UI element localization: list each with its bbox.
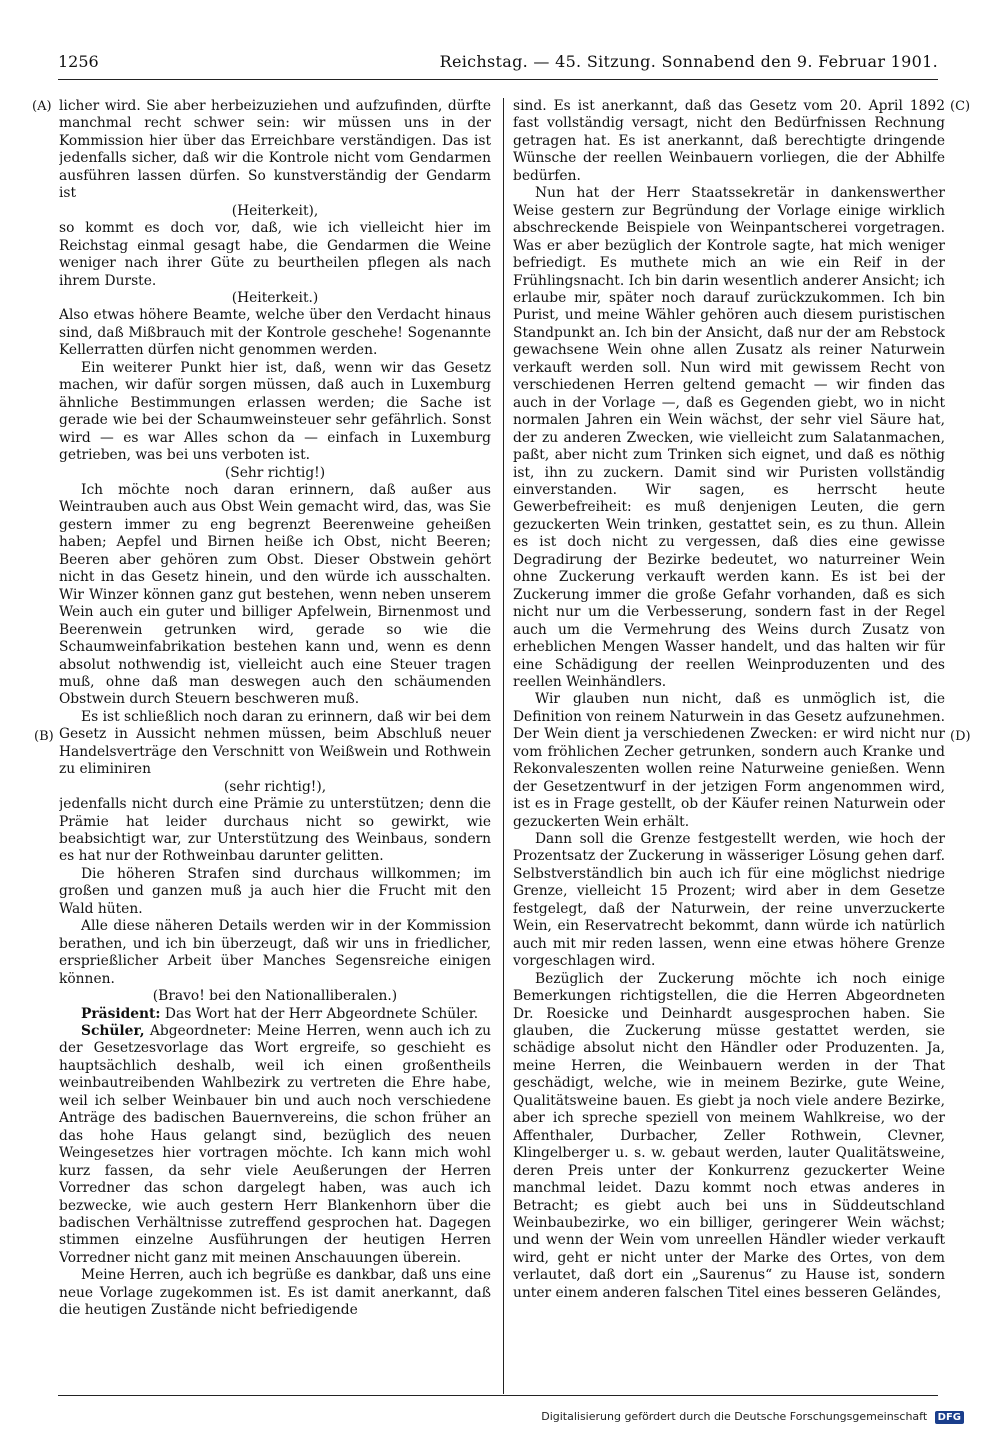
page-header <box>58 50 938 78</box>
margin-mark-a: (A) <box>32 99 52 114</box>
paragraph: Ich möchte noch daran erinnern, daß außer aus Weintrauben auch aus Obst Wein gemacht wird, das, was Sie gestern immer zu eng begrenzt Beerenweine geheißen haben; Aepfel und Birnen heiße ich Obst, nicht Beeren; Beeren aber gehören zum Obst. Dieser Obstwein gehört nicht in das Gesetz hinein, und den würde ich ausschalten. Wir Winzer können ganz gut bestehen, wenn neben unserem Wein auch ein guter und billiger Apfelwein, Birnenmost und Beerenwein getrunken wird, gerade so wie die Schaumweinfabrikation bestehen kann und, wenn es denn absolut nothwendig ist, vielleicht auch eine Steuer tragen muß, ohne daß man deswegen auch den schäumenden Obstwein durch Steuern beschweren muß. <box>59 481 491 708</box>
margin-mark-c: (C) <box>950 99 971 114</box>
credit-text: Digitalisierung gefördert durch die Deutsche Forschungsgemeinschaft <box>541 1410 928 1423</box>
paragraph: Dann soll die Grenze festgestellt werden, wie hoch der Prozentsatz der Zuckerung in wässeriger Lösung gehen darf. Selbstverständlich bin auch ich für eine möglichst niedrige Grenze, vielleicht 15 Prozent; wird aber in dem Gesetze festgelegt, daß der Naturwein, der reine unverzuckerte Wein, ein Reservatrecht bekommt, dann würde ich natürlich auch mit mir reden lassen, wenn eine etwas höhere Grenze vorgeschlagen wird. <box>513 831 945 970</box>
paragraph: Bezüglich der Zuckerung möchte ich noch einige Bemerkungen richtigstellen, die die Herren Abgeordneten Dr. Roesicke und Deinhardt ausgesprochen haben. Sie glauben, die Zuckerung müsse gestattet werden, sie schädige absolut nicht den Händler oder Produzenten. Ja, meine Herren, die Weinbauern werden in der That geschädigt, welche, wie in meinem Bezirke, gute Weine, Qualitätsweine bauen. Es giebt ja noch viele andere Bezirke, aber ich spreche speziell von meinem Wahlkreise, wo der Affenthaler, Durbacher, Zeller Rothwein, Clevner, Klingelberger u. s. w. gebaut werden, lauter Qualitätsweine, deren Preis unter der Konkurrenz gezuckerter Weine manchmal leidet. Dazu kommt noch etwas anderes in Betracht; es giebt auch bei uns in Süddeutschland Weinbaubezirke, wo ein billiger, geringerer Wein wächst; und wenn der Wein vom unreellen Händler wieder verkauft wird, geht er nicht unter der Marke des Ortes, von dem verlautet, daß dort ein „Saurenus“ zu Hause ist, sondern unter einem anderen falschen Titel eines besseren Geländes, <box>513 970 945 1301</box>
paragraph: Ein weiterer Punkt hier ist, daß, wenn wir das Gesetz machen, wir dafür sorgen müssen, daß auch in Luxemburg ähnliche Bestimmungen erlassen werden; die Sache ist gerade wie bei der Schaumweinsteuer sehr gefährlich. Sonst wird — es war Alles schon da — einfach in Luxemburg getrieben, was bei uns verboten ist. <box>59 359 491 464</box>
paragraph: licher wird. Sie aber herbeizuziehen und aufzufinden, dürfte manchmal recht schwer sein: wir müssen uns in der Kommission hier über das Erreichbare verständigen. Das ist jedenfalls sicher, daß wir die Kontrole nicht vom Gendarmen ausführen lassen dürfen. So kunstverständig der Gendarm ist <box>59 98 491 202</box>
paragraph: Wir glauben nun nicht, daß es unmöglich ist, die Definition von reinem Naturwein in das Gesetz aufzunehmen. Der Wein dient ja verschiedenen Zwecken: er wird nicht nur vom fröhlichen Zecher getrunken, sondern auch Kranke und Rekonvaleszenten wollen reine Naturweine genießen. Wenn der Gesetzentwurf in der jetzigen Form angenommen wird, ist es in Frage gestellt, ob der Käufer reinen Naturwein oder gezuckerten Wein erhält. <box>513 691 945 830</box>
speaker-paragraph <box>59 1023 491 1267</box>
interjection: (Heiterkeit), <box>231 202 319 219</box>
left-column <box>59 98 491 1394</box>
paragraph: Alle diese näheren Details werden wir in der Kommission berathen, und ich bin überzeugt, daß wir uns in friedlicher, ersprießlicher Arbeit über Manches Segensreiche einigen können. <box>59 918 491 987</box>
column-divider <box>503 98 504 1394</box>
interjection: (Bravo! bei den Nationalliberalen.) <box>152 988 398 1005</box>
speaker-name: Schüler, <box>81 1023 145 1040</box>
page-number: 1256 <box>58 52 99 71</box>
paragraph: Meine Herren, auch ich begrüße es dankbar, daß uns eine neue Vorlage zugekommen ist. Es ist damit anerkannt, daß die heutigen Zustände nicht befriedigende <box>59 1267 491 1319</box>
paragraph: sind. Es ist anerkannt, daß das Gesetz vom 20. April 1892 fast vollständig versagt, nicht den Bedürfnissen Rechnung getragen hat. Es ist anerkannt, daß berechtigte dringende Wünsche der reellen Weinbauern vorliegen, die der Abhilfe bedürfen. <box>513 98 945 184</box>
speaker-paragraph <box>59 1006 491 1023</box>
dfg-logo: DFG <box>935 1411 964 1424</box>
paragraph: Die höheren Strafen sind durchaus willkommen; im großen und ganzen muß ja auch hier die Frucht mit den Wald hüten. <box>59 865 491 917</box>
right-column <box>513 98 945 1394</box>
paragraph: so kommt es doch vor, daß, wie ich vielleicht hier im Reichstag einmal gesagt habe, die Gendarmen die Weine weniger nach ihrer Güte zu beurtheilen pflegen als nach ihrem Durste. <box>59 220 491 289</box>
interjection: (Heiterkeit.) <box>231 289 319 306</box>
speaker-name: Präsident: <box>81 1005 161 1022</box>
digitization-credit <box>541 1410 964 1424</box>
margin-mark-d: (D) <box>950 729 971 744</box>
footer-rule <box>58 1395 938 1396</box>
paragraph: Nun hat der Herr Staatssekretär in dankenswerther Weise gestern zur Begründung der Vorlage einige wirklich abschreckende Beispiele von Weinpantscherei vorgetragen. Was er aber bezüglich der Kontrole sagte, hat mich weniger befriedigt. Es muthete mich an wie ein Reif in der Frühlingsnacht. Ich bin darin wesentlich anderer Ansicht; ich erlaube mir, später noch darauf zurückzukommen. Ich bin Purist, und meine Wähler gehören auch diesem puristischen Standpunkt an. Ich bin der Ansicht, daß nur der am Rebstock gewachsene Wein ohne allen Zusatz als reiner Naturwein verkauft werden soll. Nun wird mit gewissem Recht von verschiedenen Herren geltend gemacht — wir finden das auch in der Vorlage —, daß es Gegenden giebt, wo in nicht normalen Jahren ein Wein wächst, der sehr viel Säure hat, der zu anderen Zwecken, wie vielleicht zum Salatanmachen, paßt, aber nicht zum Trinken sich eignet, und daß es nöthig ist, ihn zu zuckern. Damit sind wir Puristen vollständig einverstanden. Wir sagen, es herrscht heute Gewerbefreiheit: es muß denjenigen Leuten, die gern gezuckerten Wein trinken, gestattet sein, es zu thun. Allein es ist doch nicht zu vergessen, daß dies eine gewisse Degradirung der Bezirke bedeutet, wo naturreiner Wein ohne Zuckerung verkauft werden kann. Es ist bei der Zuckerung immer die große Gefahr vorhanden, daß es sich nicht nur um die Verbesserung, sondern fast in der Regel auch um die Vermehrung des Weins durch Zusatz von erheblichen Mengen Wasser handelt, und das halten wir für eine Schädigung der reellen Weinproduzenten und des reellen Weinhändlers. <box>513 185 945 690</box>
interjection: (Sehr richtig!) <box>224 464 326 481</box>
margin-mark-b: (B) <box>34 729 54 744</box>
paragraph: jedenfalls nicht durch eine Prämie zu unterstützen; denn die Prämie hat leider durchaus nicht so gewirkt, wie beabsichtigt war, zur Unterstützung des Weinbaus, sondern es hat nur der Rothweinbau darunter gelitten. <box>59 796 491 865</box>
speaker-text: Abgeordneter: Meine Herren, wenn auch ich zu der Gesetzesvorlage das Wort ergreife, so geschieht es hauptsächlich deshalb, weil ich einen großentheils weinbautreibenden Wahlbezirk zu vertreten die Ehre habe, weil ich selber Weinbauer bin und auch noch verschiedene Anträge des badischen Bauernvereins, die schon früher an das hohe Haus gelangt sind, bezüglich des neuen Weingesetzes hier vortragen möchte. Ich kann mich wohl kurz fassen, da sehr viele Aeußerungen der Herren Vorredner das schon dargelegt haben, was auch ich bezwecke, wie auch gestern Herr Blankenhorn über die badischen Verhältnisse zutreffend gesprochen hat. Dagegen stimmen einzelne Ausführungen der heutigen Herren Vorredner nicht ganz mit meinen Anschauungen überein. <box>59 1023 491 1266</box>
paragraph: Es ist schließlich noch daran zu erinnern, daß wir bei dem Gesetz in Aussicht nehmen müssen, beim Abschluß neuer Handelsverträge den Verschnitt von Weißwein und Rothwein zu eliminiren <box>59 708 491 778</box>
running-title: Reichstag. — 45. Sitzung. Sonnabend den 9. Februar 1901. <box>439 52 938 71</box>
header-rule <box>58 79 938 80</box>
paragraph: Also etwas höhere Beamte, welche über den Verdacht hinaus sind, daß Mißbrauch mit der Kontrole geschehe! Sogenannte Kellerratten dürfen nicht genommen werden. <box>59 307 491 359</box>
speaker-text: Das Wort hat der Herr Abgeordnete Schüler. <box>164 1005 479 1022</box>
interjection: (sehr richtig!), <box>223 778 327 795</box>
